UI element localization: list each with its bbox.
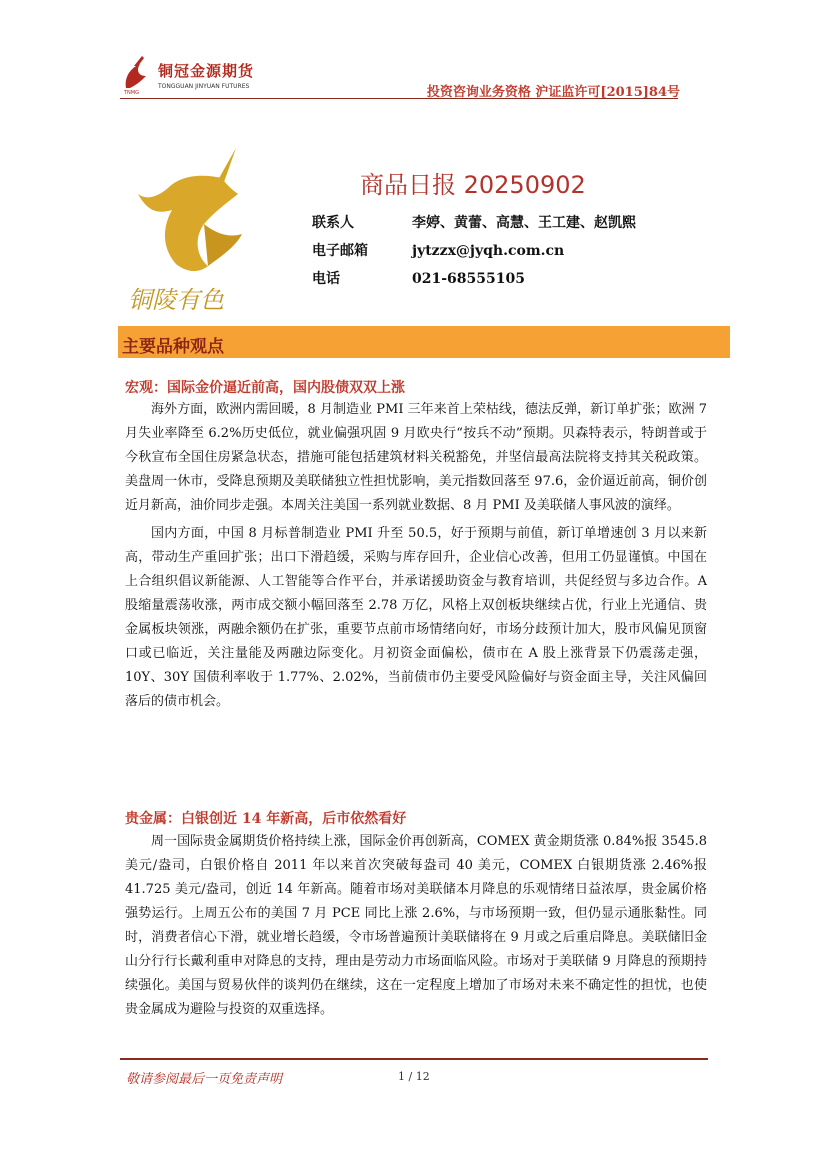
section-header-bar bbox=[118, 326, 730, 358]
phone-row bbox=[312, 268, 525, 288]
header-divider bbox=[120, 98, 678, 99]
phone-label: 电话 bbox=[312, 271, 340, 287]
email-label: 电子邮箱 bbox=[312, 243, 368, 259]
macro-paragraph-1: 海外方面，欧洲内需回暖，8 月制造业 PMI 三年来首上荣枯线，德法反弹，新订单扩张；欧洲 7 月失业率降至 6.2%历史低位，就业偏强巩固 9 月欧央行“按兵不动”预期。贝森特表示，特朗普或于今秋宣布全国住房紧急状态，措施可能包括建筑材料关税豁免，并坚信最高法院将支持其关税政策。美盘周一休市，受降息预期及美联储独立性担忧影响，美元指数回落至 97.6，金价逼近前高，铜价创近月新高，油价同步走强。本周关注美国一系列就业数据、8 月 PMI 及美联储人事风波的演绎。 bbox=[125, 402, 707, 513]
contacts-value: 李婷、黄蕾、高慧、王工建、赵凯熙 bbox=[412, 215, 636, 231]
disclaimer-note: 敬请参阅最后一页免责声明 bbox=[126, 1072, 283, 1087]
macro-paragraph-2: 国内方面，中国 8 月标普制造业 PMI 升至 50.5，好于预期与前值，新订单增速创 3 月以来新高，带动生产重回扩张；出口下滑趋缓，采购与库存回升，企业信心改善，但用工仍显谨慎。中国在上合组织倡议新能源、人工智能等合作平台，并承诺援助资金与教育培训，共促经贸与多边合作。A 股缩量震荡收涨，两市成交额小幅回落至 2.78 万亿，风格上双创板块继续占优，行业上光通信、贵金属板块领涨，两融余额仍在扩张，重要节点前市场情绪向好，市场分歧预计加大，股市风偏见顶窗口或已临近，关注量能及两融边际变化。月初资金面偏松，债市在 A 股上涨背景下仍震荡走强，10Y、30Y 国债利率收于 1.77%、2.02%，当前债市仍主要受风险偏好与资金面主导，关注风偏回落后的债市机会。 bbox=[125, 526, 707, 709]
company-emblem-icon bbox=[118, 138, 268, 328]
report-title: 商品日报 20250902 bbox=[360, 171, 586, 199]
metals-paragraph-1: 周一国际贵金属期货价格持续上涨，国际金价再创新高，COMEX 黄金期货涨 0.84%报 3545.8 美元/盎司，白银价格自 2011 年以来首次突破每盎司 40 美元，COMEX 白银期货涨 2.46%报 41.725 美元/盎司，创近 14 年新高。随着市场对美联储本月降息的乐观情绪日益浓厚，贵金属价格强势运行。上周五公布的美国 7 月 PCE 同比上涨 2.6%，与市场预期一致，但仍显示通胀黏性。同时，消费者信心下滑，就业增长趋缓，令市场普遍预计美联储将在 9 月或之后重启降息。美联储旧金山分行行长戴利重申对降息的支持，理由是劳动力市场面临风险。市场对于美联储 9 月降息的预期持续强化。美国与贸易伙伴的谈判仍在继续，这在一定程度上增加了市场对未来不确定性的担忧，也使贵金属成为避险与投资的双重选择。 bbox=[125, 834, 707, 1017]
company-name-en: TONGGUAN JINYUAN FUTURES bbox=[158, 83, 250, 90]
email-value[interactable]: jytzzx@jyqh.com.cn bbox=[412, 243, 565, 259]
metals-body bbox=[125, 830, 707, 1022]
contacts-label: 联系人 bbox=[312, 215, 354, 231]
company-abbr: TNMG bbox=[124, 90, 139, 96]
macro-heading: 宏观：国际金价逼近前高，国内股债双双上涨 bbox=[125, 380, 405, 396]
page-number: 1 / 12 bbox=[398, 1070, 430, 1083]
company-name-cn: 铜冠金源期货 bbox=[158, 62, 255, 80]
metals-heading: 贵金属：白银创近 14 年新高，后市依然看好 bbox=[125, 811, 407, 827]
footer-divider bbox=[120, 1058, 708, 1060]
email-row bbox=[312, 240, 564, 260]
license-text: 投资咨询业务资格 沪证监许可[2015]84号 bbox=[426, 85, 680, 100]
phone-value: 021-68555105 bbox=[412, 271, 525, 287]
emblem-caption: 铜陵有色 bbox=[128, 286, 224, 314]
macro-body bbox=[125, 398, 707, 714]
section-title: 主要品种观点 bbox=[122, 337, 224, 357]
contacts-row bbox=[312, 212, 636, 232]
